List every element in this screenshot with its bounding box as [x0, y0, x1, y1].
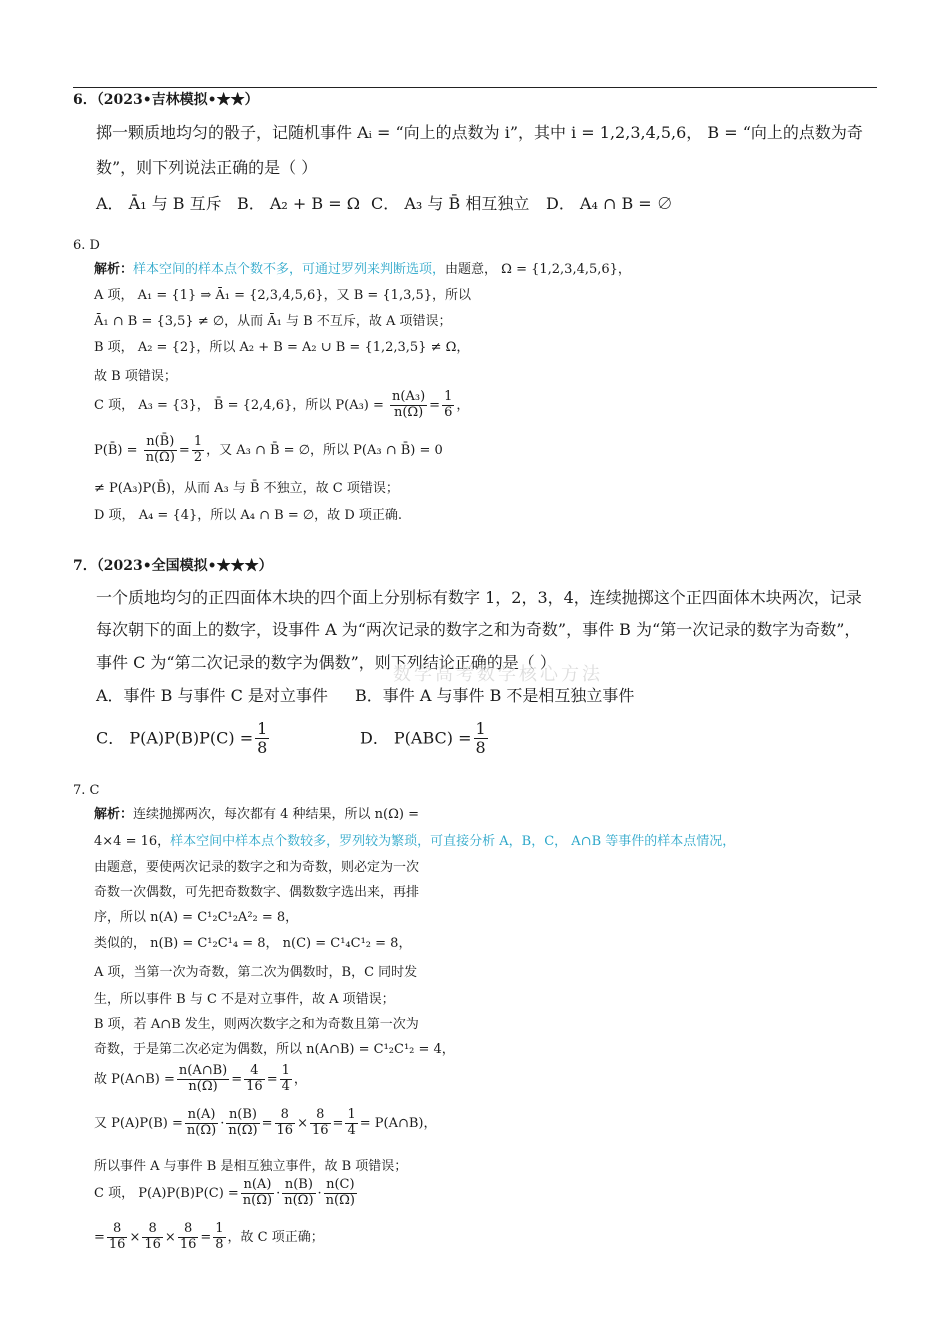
a7-label: 解析：	[94, 807, 134, 822]
numerator: n(B̄)	[144, 435, 177, 451]
denominator: n(Ω)	[325, 1192, 355, 1208]
q6-stem-line1: 掷一颗质地均匀的骰子，记随机事件 Aᵢ = “向上的点数为 i”，其中 i = 1,2,3,4,5,6， B = “向上的点数为奇	[96, 123, 863, 142]
fraction	[280, 1064, 292, 1095]
a7-hint: 样本空间中样本点个数较多，罗列较为繁琐，可直接分析 A，B，C， A∩B 等事件的样本点情况，	[170, 834, 736, 849]
a6-line1-tail: 由题意， Ω = {1,2,3,4,5,6}，	[445, 262, 631, 277]
denominator: 8	[257, 738, 268, 758]
numerator: 8	[178, 1222, 199, 1238]
a6-line2: A 项， A₁ = {1} ⇒ Ā₁ = {2,3,4,5,6}，又 B = {1,3,5}，所以	[94, 288, 472, 303]
fraction	[192, 435, 204, 466]
denominator: 16	[246, 1078, 263, 1094]
q7-stem-line1: 一个质地均匀的正四面体木块的四个面上分别标有数字 1，2，3，4，连续抛掷这个正四面体木块两次，记录	[96, 588, 862, 607]
a7-line13: 所以事件 A 与事件 B 是相互独立事件，故 B 项错误；	[94, 1159, 408, 1174]
a6-line6-text: C 项， A₃ = {3}， B̄ = {2,4,6}，所以 P(A₃) =	[94, 397, 384, 413]
denominator: n(Ω)	[393, 404, 424, 420]
fraction	[474, 720, 488, 758]
q7-option-c-text: C． P(A)P(B)P(C) =	[96, 728, 254, 748]
fraction	[282, 1178, 315, 1209]
denominator: 16	[144, 1236, 161, 1252]
a7-line8: 生，所以事件 B 与 C 不是对立事件，故 A 项错误；	[94, 992, 395, 1007]
a7-line7: A 项，当第一次为奇数，第二次为偶数时，B，C 同时发	[94, 965, 418, 980]
q7-stem-line2: 每次朝下的面上的数字，设事件 A 为“两次记录的数字之和为奇数”，事件 B 为“第一次记录的数字为奇数”，	[96, 620, 861, 639]
fraction	[177, 1064, 229, 1095]
numerator: 1	[281, 1063, 290, 1078]
a6-label: 解析：	[94, 262, 134, 277]
q6-option-b: B． A₂ + B = Ω	[237, 194, 360, 213]
numerator: n(A₃)	[392, 389, 426, 404]
denominator: 4	[281, 1078, 290, 1094]
a6-line7-tail: ，又 A₃ ∩ B̄ = ∅，所以 P(A₃ ∩ B̄) = 0	[206, 442, 443, 458]
numerator: 1	[475, 719, 486, 738]
fraction	[226, 1108, 259, 1139]
a7-line15: = $\frac{8}{16}$ × $\frac{8}{16}$ × $\frac{8}{16}$ = $\frac{1}{8}$ ，故 C 项正确；	[94, 1221, 324, 1252]
numerator: n(A)	[241, 1178, 274, 1194]
fraction	[390, 390, 427, 421]
fraction	[178, 1222, 199, 1253]
a7-line14-text: C 项， P(A)P(B)P(C) =	[94, 1185, 239, 1201]
a7-line5: 序，所以 n(A) = C¹₂C¹₂A²₂ = 8，	[94, 910, 299, 925]
a6-line4: B 项， A₂ = {2}，所以 A₂ + B = A₂ ∪ B = {1,2,3,5} ≠ Ω，	[94, 340, 470, 355]
numerator: 1	[257, 719, 268, 738]
a6-line3: Ā₁ ∩ B = {3,5} ≠ ∅，从而 Ā₁ 与 B 不互斥，故 A 项错误；	[94, 314, 452, 329]
a7-line1-text: 连续抛掷两次，每次都有 4 种结果，所以 n(Ω) =	[133, 807, 420, 822]
a7-line11-text: 故 P(A∩B) =	[94, 1071, 175, 1087]
top-rule	[73, 87, 877, 88]
numerator: n(B)	[282, 1178, 315, 1194]
fraction	[324, 1178, 357, 1209]
numerator: n(A)	[185, 1108, 218, 1124]
denominator: 16	[276, 1122, 294, 1138]
fraction	[213, 1222, 225, 1253]
numerator: 1	[193, 434, 203, 449]
denominator: 16	[179, 1236, 197, 1252]
numerator: 8	[107, 1222, 128, 1238]
numerator: 1	[444, 389, 453, 404]
a7-line9: B 项，若 A∩B 发生，则两次数字之和为奇数且第一次为	[94, 1017, 419, 1032]
a7-line12: 又 P(A)P(B) = $\frac{n(A)}{n(\Omega)}$ · $\frac{n(B)}{n(\Omega)}$ = $\frac{8}{16}$ × $\frac{8}{16}$ = $\frac{1}{4}$ = P(A∩B)，	[94, 1107, 437, 1138]
denominator: 2	[193, 449, 203, 465]
a7-line14: C 项， P(A)P(B)P(C) = $\frac{n(A)}{n(\Omega)}$ · $\frac{n(B)}{n(\Omega)}$ · $\frac{n(C)}{n(\Omega)}$	[94, 1177, 355, 1208]
a7-line4: 奇数一次偶数，可先把奇数数字、偶数数字选出来，再排	[94, 885, 420, 900]
denominator: n(Ω)	[242, 1192, 273, 1208]
fraction	[241, 1178, 274, 1209]
a7-line12-tail: = P(A∩B)，	[359, 1115, 437, 1131]
q6-option-a: A． Ā₁ 与 B 互斥	[96, 194, 222, 213]
a7-line1	[94, 808, 419, 821]
a7-line6: 类似的， n(B) = C¹₂C¹₄ = 8， n(C) = C¹₄C¹₂ = 8，	[94, 936, 412, 951]
fraction	[185, 1108, 218, 1139]
denominator: 4	[347, 1122, 356, 1138]
q7-option-d	[360, 720, 490, 758]
a7-line2-text: 4×4 = 16，	[94, 834, 171, 849]
denominator: 16	[108, 1236, 126, 1252]
a6-line5: 故 B 项错误；	[94, 369, 177, 384]
a7-line11: 故 P(A∩B) = $\frac{n(A\cap B)}{n(\Omega)}$ = $\frac{4}{16}$ = $\frac{1}{4}$ ，	[94, 1063, 307, 1094]
a6-line1	[94, 263, 631, 276]
q7-option-b: B．事件 A 与事件 B 不是相互独立事件	[355, 686, 635, 705]
a7-line10: 奇数，于是第二次必定为偶数，所以 n(A∩B) = C¹₂C¹₂ = 4，	[94, 1042, 455, 1057]
denominator: n(Ω)	[228, 1122, 258, 1138]
denominator: n(Ω)	[186, 1122, 217, 1138]
q7-stem-line3: 事件 C 为“第二次记录的数字为偶数”，则下列结论正确的是（ ）	[96, 653, 556, 672]
numerator: n(C)	[324, 1178, 357, 1194]
a7-line3: 由题意，要使两次记录的数字之和为奇数，则必定为一次	[94, 860, 420, 875]
denominator: n(Ω)	[284, 1192, 314, 1208]
a7-line15-tail: ，故 C 项正确；	[227, 1229, 324, 1245]
watermark: 数学高考数学核心方法	[393, 664, 603, 685]
numerator: n(A∩B)	[178, 1063, 228, 1078]
fraction	[144, 435, 177, 466]
fraction	[244, 1064, 265, 1095]
denominator: 8	[475, 738, 486, 758]
a6-line7: P(B̄) = $\frac{n(B̄)}{n(\Omega)}$ = $\frac{1}{2}$ ，又 A₃ ∩ B̄ = ∅，所以 P(A₃ ∩ B̄) = 0	[94, 434, 443, 465]
denominator: 8	[215, 1236, 224, 1252]
numerator: n(B)	[226, 1108, 259, 1124]
denominator: n(Ω)	[188, 1078, 218, 1094]
numerator: 8	[310, 1108, 331, 1124]
numerator: 8	[275, 1108, 296, 1124]
a7-answer: 7. C	[73, 783, 100, 798]
q6-option-c: C． A₃ 与 B̄ 相互独立	[371, 194, 530, 213]
a7-line12-text: 又 P(A)P(B) =	[94, 1115, 183, 1131]
q6-option-d: D． A₄ ∩ B = ∅	[546, 194, 673, 213]
a6-line8: ≠ P(A₃)P(B̄)，从而 A₃ 与 B̄ 不独立，故 C 项错误；	[94, 481, 399, 496]
q7-option-d-text: D． P(ABC) =	[360, 728, 472, 748]
fraction	[310, 1108, 331, 1139]
denominator: n(Ω)	[145, 449, 175, 465]
a6-line6: C 项， A₃ = {3}， B̄ = {2,4,6}，所以 P(A₃) = $\frac{\text{n(A₃)}}{n(\Omega)}$ = $\frac{1}{6}$ ，	[94, 389, 470, 420]
a6-hint: 样本空间的样本点个数不多，可通过罗列来判断选项，	[133, 262, 446, 277]
q7-option-c	[96, 720, 271, 758]
fraction	[275, 1108, 296, 1139]
a6-line7-text: P(B̄) =	[94, 442, 138, 458]
q7-header: 7．（2023•全国模拟•★★★）	[73, 558, 273, 574]
fraction	[345, 1108, 357, 1139]
fraction	[107, 1222, 128, 1253]
a6-line9: D 项， A₄ = {4}，所以 A₄ ∩ B = ∅，故 D 项正确.	[94, 508, 403, 523]
denominator: 16	[311, 1122, 329, 1138]
numerator: 4	[244, 1064, 265, 1080]
q6-header: 6．（2023•吉林模拟•★★）	[73, 92, 259, 108]
a6-answer: 6. D	[73, 238, 100, 253]
q6-stem-line2: 数”，则下列说法正确的是（ ）	[96, 158, 318, 177]
numerator: 8	[142, 1222, 163, 1238]
numerator: 1	[215, 1221, 224, 1236]
numerator: 1	[347, 1107, 356, 1122]
denominator: 6	[444, 404, 453, 420]
fraction	[142, 1222, 163, 1253]
fraction	[255, 720, 269, 758]
fraction	[442, 390, 454, 421]
a7-line2	[94, 835, 735, 848]
q7-option-a: A．事件 B 与事件 C 是对立事件	[96, 686, 328, 705]
